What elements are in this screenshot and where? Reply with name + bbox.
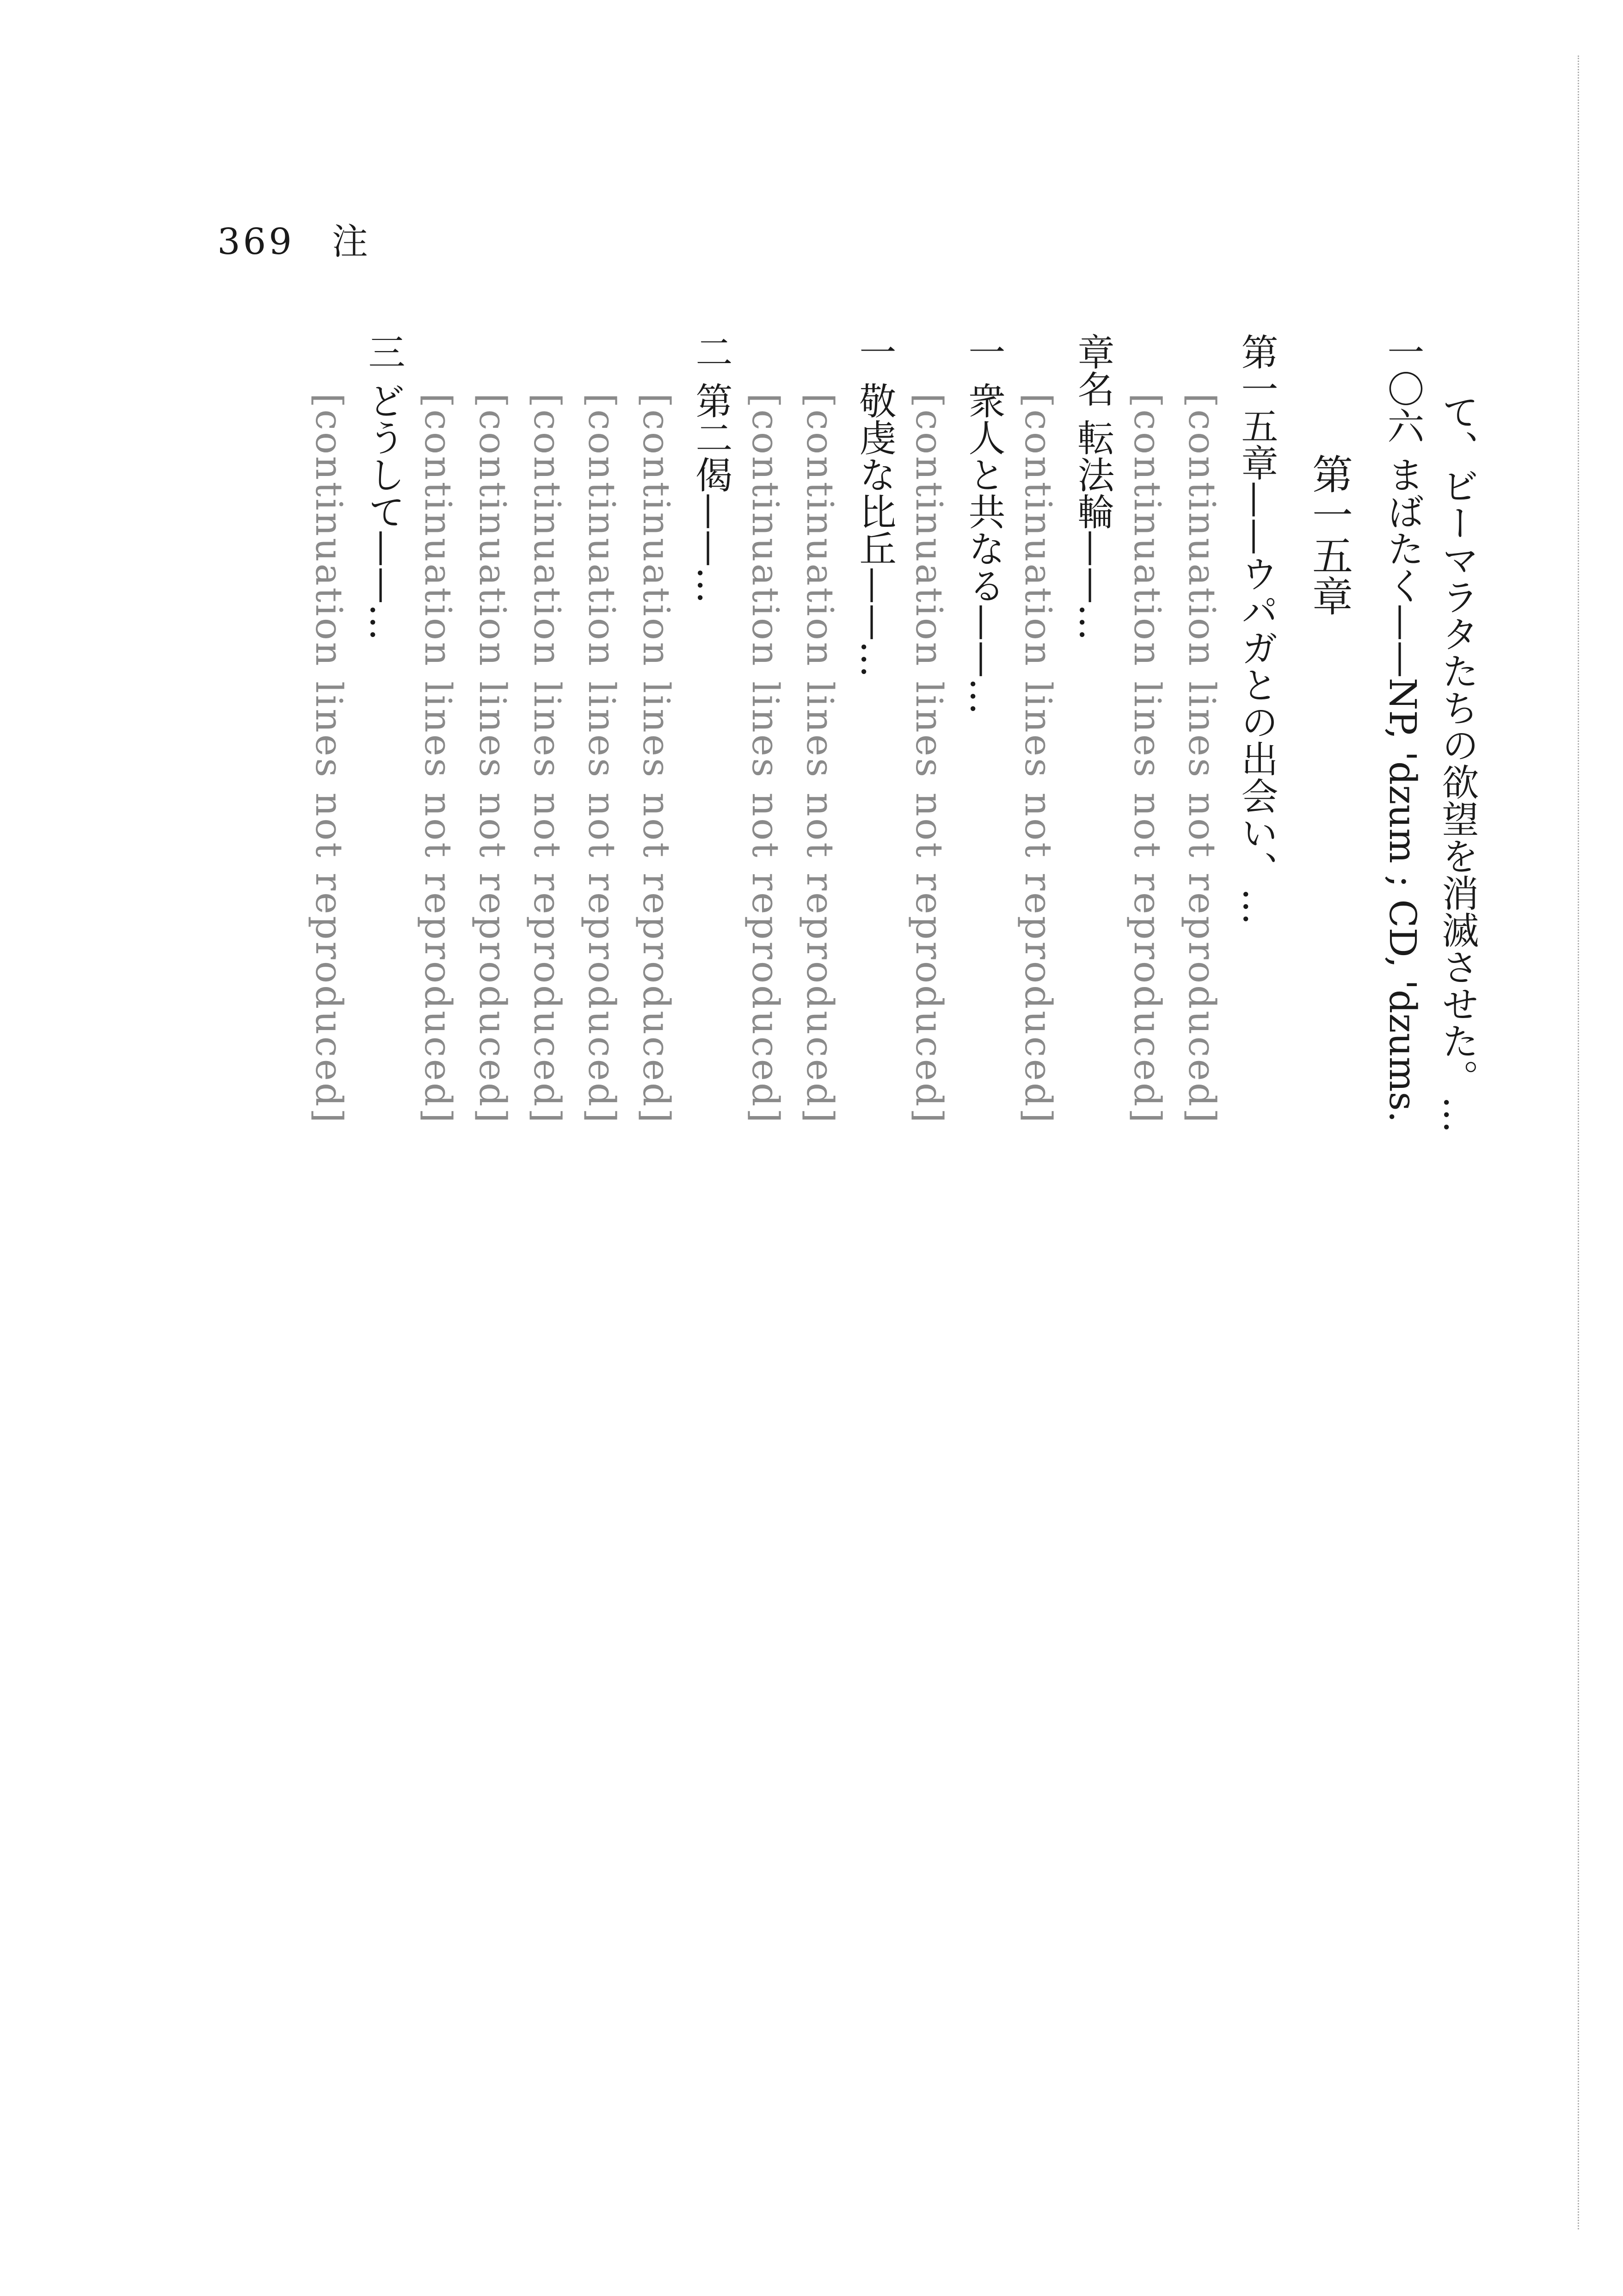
- running-header: [217, 213, 371, 265]
- line-note-1b-c: [continuation lines not reproduced]: [744, 393, 787, 1125]
- line-chapter-15-a: 第一五章——ウパガとの出会い、…: [1235, 333, 1278, 925]
- line-note-mabataku: 一〇六 まばたく——NP, 'dzum ; CD, 'dzums.: [1381, 333, 1424, 1123]
- line-note-1b-a: 一 敬虔な比丘——…: [853, 333, 896, 678]
- scan-edge-marks: [1575, 56, 1579, 2229]
- line-carryover: て、ビーマラタたちの欲望を消滅させた。…: [1436, 393, 1479, 1133]
- line-note-2-b: [continuation lines not reproduced]: [635, 393, 678, 1125]
- line-chapter-name-b: [continuation lines not reproduced]: [1017, 393, 1060, 1125]
- line-note-2-d: [continuation lines not reproduced]: [526, 393, 569, 1125]
- vertical-text-body: [97, 333, 1484, 2137]
- line-note-1-b: [continuation lines not reproduced]: [908, 393, 951, 1125]
- line-note-1-a: 一 衆人と共なる——…: [962, 333, 1005, 715]
- line-note-2-c: [continuation lines not reproduced]: [580, 393, 623, 1125]
- page-number: 369: [217, 221, 295, 263]
- line-chapter-15-b: [continuation lines not reproduced]: [1180, 393, 1223, 1125]
- line-note-1b-b: [continuation lines not reproduced]: [799, 393, 842, 1125]
- line-note-2-f: [continuation lines not reproduced]: [417, 393, 460, 1125]
- line-note-2-a: 二 第二偈——…: [689, 333, 732, 604]
- line-chapter-15-c: [continuation lines not reproduced]: [1126, 393, 1169, 1125]
- section-heading: 第一五章: [1306, 453, 1353, 616]
- line-note-2-e: [continuation lines not reproduced]: [471, 393, 514, 1125]
- line-note-3-a: 三 どうして——…: [362, 333, 405, 641]
- line-note-3-b: [continuation lines not reproduced]: [307, 393, 350, 1125]
- line-chapter-name-a: 章名 転法輪——…: [1071, 333, 1114, 641]
- running-title: 注: [332, 221, 371, 263]
